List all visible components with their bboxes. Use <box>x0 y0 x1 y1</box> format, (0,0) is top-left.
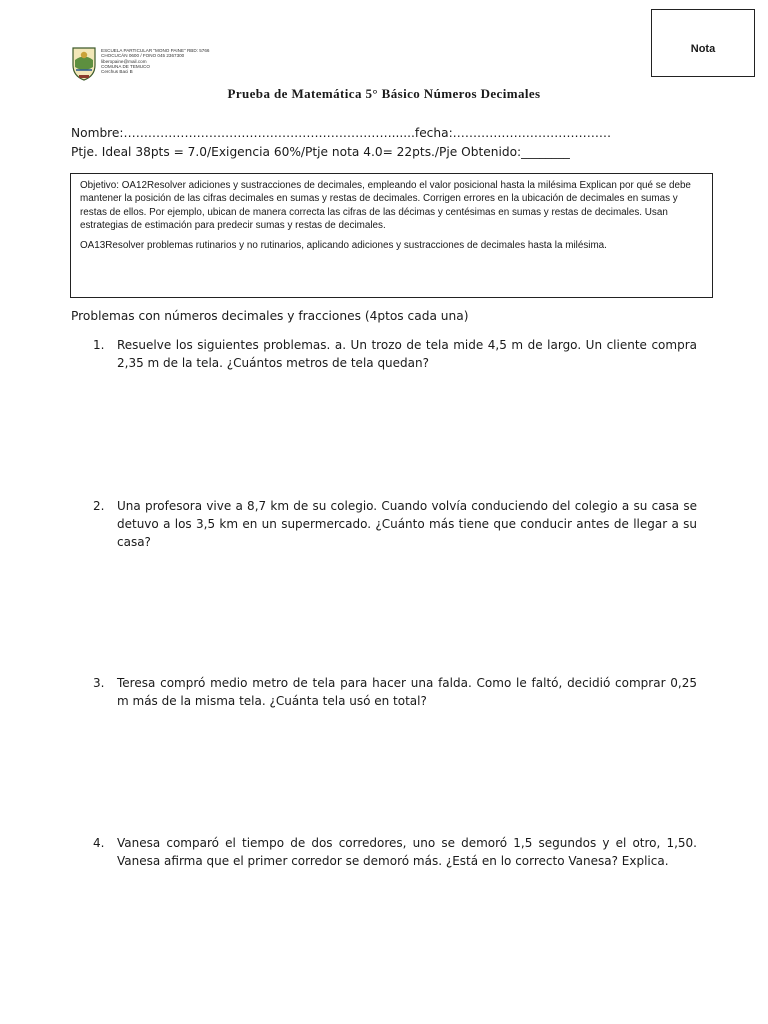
problem-number: 2. <box>93 499 105 513</box>
school-logo-icon <box>70 45 98 81</box>
nombre-fecha-line: Nombre:…………………………………………………………......fecha:………………………………… <box>71 126 612 140</box>
problem-text: Vanesa comparó el tiempo de dos corredores, uno se demoró 1,5 segundos y el otro, 1,50. Vanesa afirma que el primer corredor se demoró más. ¿Está en lo correcto Vanesa? Explica. <box>117 836 697 868</box>
problem-item <box>93 674 697 710</box>
school-info-line: COMUNA DE TEMUCO <box>101 63 150 69</box>
nota-box <box>651 9 755 77</box>
problem-item <box>93 497 697 551</box>
problem-text: Una profesora vive a 8,7 km de su colegio. Cuando volvía conduciendo del colegio a su casa se detuvo a los 3,5 km en un supermercado. ¿Cuánto más tiene que conducir antes de llegar a su casa? <box>117 499 697 549</box>
problem-text: Teresa compró medio metro de tela para hacer una falda. Como le faltó, decidió comprar 0,25 m más de la misma tela. ¿Cuánta tela usó en total? <box>117 676 697 708</box>
page-title: Prueba de Matemática 5° Básico Números Decimales <box>227 86 541 101</box>
problem-number: 4. <box>93 836 105 850</box>
problem-number: 3. <box>93 676 105 690</box>
problem-number: 1. <box>93 338 105 352</box>
problem-item <box>93 834 697 870</box>
objective-oa12: Objetivo: OA12Resolver adiciones y sustracciones de decimales, empleando el valor posicional hasta la milésima Explican por qué se debe mantener la posición de las cifras decimales en sumas y restas de decimales. Corrigen errores en la ubicación de decimales en sumas y restas de ellos. Por ejemplo, ubican de manera correcta las cifras de las décimas y centésimas en sumas y restas de decimales. Usan estrategias de estimación para predecir sumas y restas de decimales. <box>80 180 691 232</box>
school-info-line: liberopaine@mail.com <box>101 58 147 64</box>
school-info <box>101 48 241 74</box>
section-title: Problemas con números decimales y fracciones (4ptos cada una) <box>71 309 469 323</box>
objective-oa13: OA13Resolver problemas rutinarios y no rutinarios, aplicando adiciones y sustracciones de decimales hasta la milésima. <box>80 239 607 251</box>
school-info-line: ESCUELA PARTICULAR "MONO PAINE" RBD: 5766 <box>101 48 210 53</box>
problem-item <box>93 336 697 372</box>
nota-label: Nota <box>690 43 716 55</box>
school-info-line: CHOCUCÁN 0600 / FONO 045 2367300 <box>101 53 185 59</box>
puntaje-line: Ptje. Ideal 38pts = 7.0/Exigencia 60%/Ptje nota 4.0= 22pts./Pje Obtenido:________ <box>71 145 570 159</box>
problem-text: Resuelve los siguientes problemas. a. Un trozo de tela mide 4,5 m de largo. Un cliente compra 2,35 m de la tela. ¿Cuántos metros de tela quedan? <box>117 338 697 370</box>
objective-box <box>70 173 713 298</box>
school-info-line: Cerchus Baci B <box>101 69 133 75</box>
